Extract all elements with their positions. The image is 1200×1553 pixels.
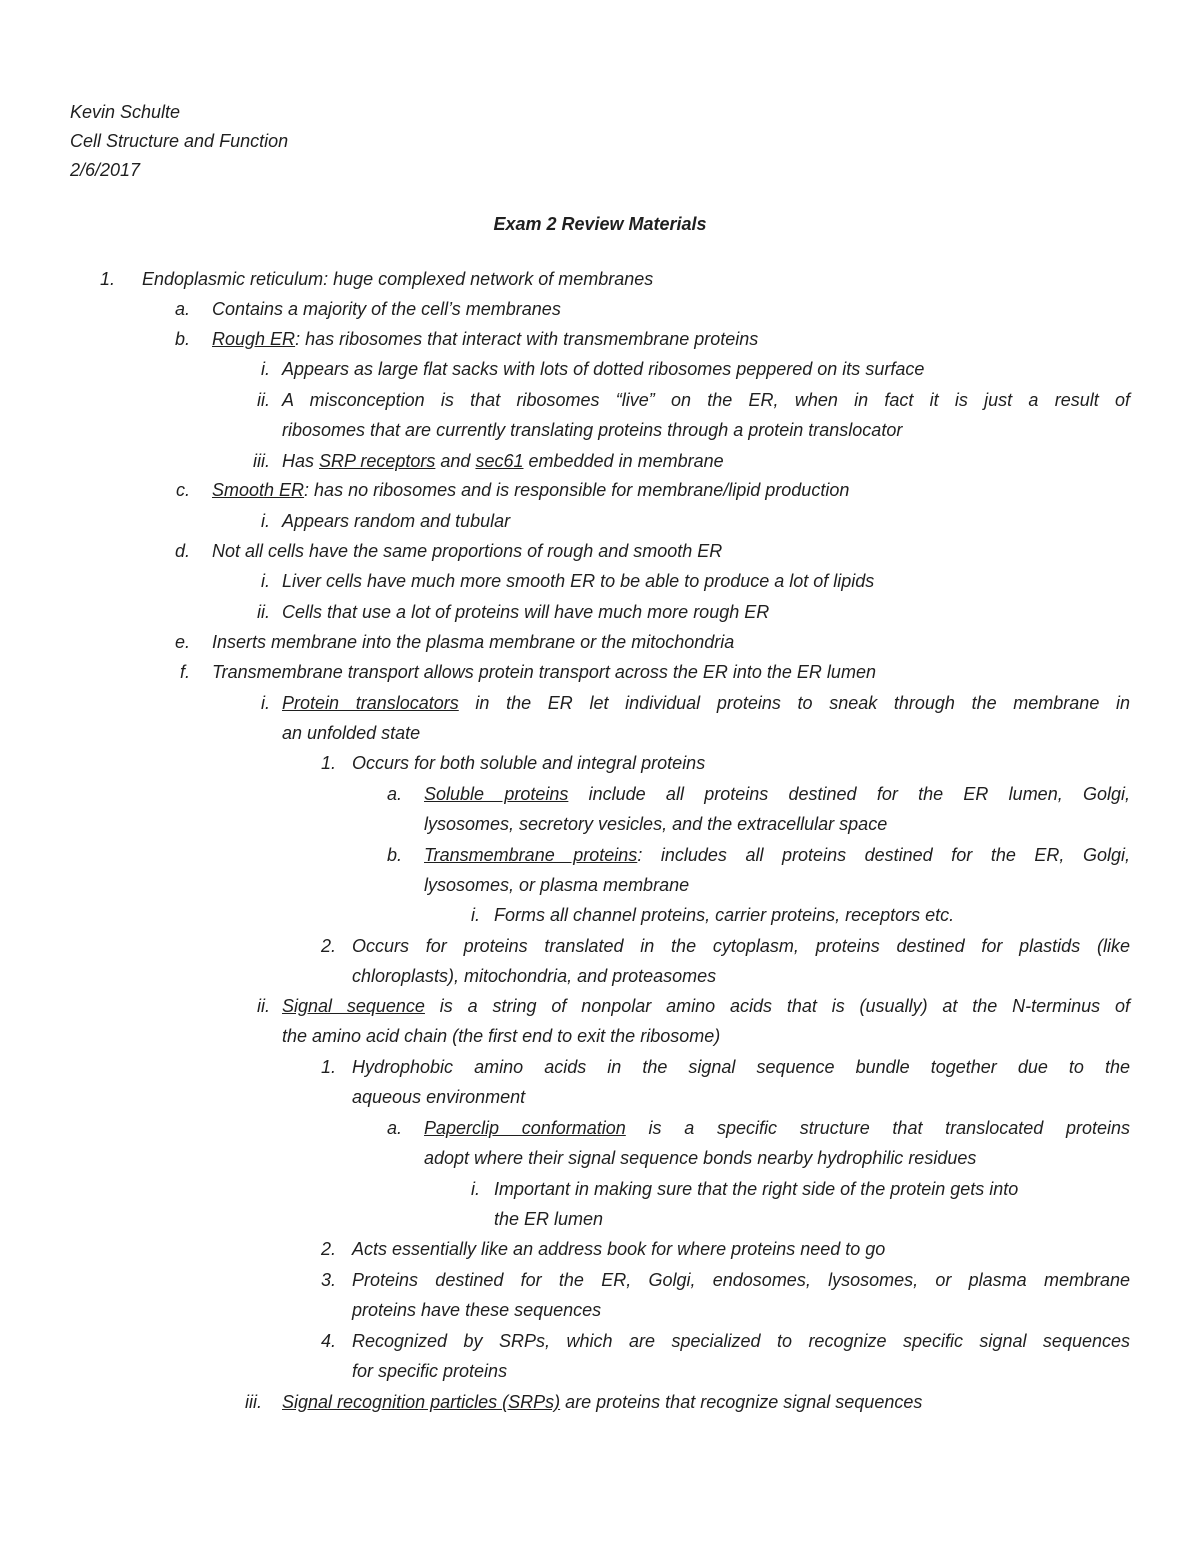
list-item-text-continued: ribosomes that are currently translating proteins through a protein translocator bbox=[282, 420, 903, 440]
list-item-text: Protein translocators in the ER let individual proteins to sneak through the membrane in bbox=[282, 693, 1131, 713]
list-item-text: Transmembrane proteins: includes all proteins destined for the ER, Golgi, bbox=[424, 845, 1130, 865]
list-item-text: Inserts membrane into the plasma membrane or the mitochondria bbox=[212, 632, 735, 652]
list-marker: b. bbox=[386, 845, 402, 865]
list-marker: ii. bbox=[257, 390, 270, 410]
term-transmembrane-proteins: Transmembrane proteins bbox=[424, 845, 638, 865]
list-item-text-continued: the ER lumen bbox=[494, 1209, 604, 1229]
term-sec61: sec61 bbox=[475, 451, 524, 471]
list-item-text: Transmembrane transport allows protein transport across the ER into the ER lumen bbox=[212, 662, 876, 682]
list-item-text: Signal sequence is a string of nonpolar amino acids that is (usually) at the N-terminus of bbox=[282, 996, 1130, 1016]
list-item-text-continued: proteins have these sequences bbox=[352, 1300, 602, 1320]
list-item-text-continued: lysosomes, or plasma membrane bbox=[424, 875, 690, 895]
list-item-text: Smooth ER: has no ribosomes and is responsible for membrane/lipid production bbox=[212, 480, 850, 500]
list-item-text: Hydrophobic amino acids in the signal sequence bundle together due to the bbox=[352, 1057, 1130, 1077]
list-item-text-continued: for specific proteins bbox=[352, 1361, 508, 1381]
list-item-text: Important in making sure that the right side of the protein gets into bbox=[494, 1179, 1019, 1199]
list-marker: e. bbox=[174, 632, 190, 652]
list-marker: c. bbox=[175, 480, 190, 500]
list-marker: 1. bbox=[320, 753, 336, 773]
term-smooth-er: Smooth ER bbox=[212, 480, 305, 500]
list-item-text: Occurs for both soluble and integral proteins bbox=[352, 753, 706, 773]
list-item-text: A misconception is that ribosomes “live” on the ER, when in fact it is just a result of bbox=[282, 390, 1130, 410]
list-item-text: Recognized by SRPs, which are specialized to recognize specific signal sequences bbox=[352, 1331, 1130, 1351]
list-marker: i. bbox=[261, 511, 270, 531]
list-marker: 3. bbox=[320, 1270, 336, 1290]
list-marker: iii. bbox=[245, 1392, 262, 1412]
term-rough-er: Rough ER bbox=[212, 329, 296, 349]
term-protein-translocators: Protein translocators bbox=[282, 693, 459, 713]
list-marker: i. bbox=[471, 1179, 480, 1199]
list-item-text: Paperclip conformation is a specific structure that translocated proteins bbox=[424, 1118, 1130, 1138]
list-marker: a. bbox=[386, 784, 402, 804]
course-name: Cell Structure and Function bbox=[70, 131, 289, 151]
list-marker: i. bbox=[261, 571, 270, 591]
list-item-text: Endoplasmic reticulum: huge complexed network of membranes bbox=[142, 269, 654, 289]
document-date: 2/6/2017 bbox=[70, 160, 141, 180]
term-paperclip-conformation: Paperclip conformation bbox=[424, 1118, 626, 1138]
list-marker: ii. bbox=[257, 996, 270, 1016]
list-marker: i. bbox=[471, 905, 480, 925]
list-marker: 2. bbox=[320, 936, 336, 956]
list-item-text: Appears as large flat sacks with lots of dotted ribosomes peppered on its surface bbox=[282, 359, 925, 379]
list-marker: iii. bbox=[253, 451, 270, 471]
list-item-text: Acts essentially like an address book for where proteins need to go bbox=[352, 1239, 886, 1259]
term-srp-receptors: SRP receptors bbox=[319, 451, 436, 471]
list-marker: 2. bbox=[320, 1239, 336, 1259]
list-item-text: Rough ER: has ribosomes that interact with transmembrane proteins bbox=[212, 329, 759, 349]
list-item-text: Cells that use a lot of proteins will have much more rough ER bbox=[282, 602, 770, 622]
list-item-text-continued: adopt where their signal sequence bonds nearby hydrophilic residues bbox=[424, 1148, 977, 1168]
list-marker: 4. bbox=[320, 1331, 336, 1351]
list-item-text-continued: the amino acid chain (the first end to exit the ribosome) bbox=[282, 1026, 721, 1046]
list-marker: a. bbox=[174, 299, 190, 319]
list-item-text: Forms all channel proteins, carrier proteins, receptors etc. bbox=[494, 905, 955, 925]
list-item-text: Has SRP receptors and sec61 embedded in membrane bbox=[282, 451, 724, 471]
document-title: Exam 2 Review Materials bbox=[493, 214, 707, 234]
list-marker: b. bbox=[174, 329, 190, 349]
term-signal-sequence: Signal sequence bbox=[282, 996, 425, 1016]
term-signal-recognition-particles: Signal recognition particles (SRPs) bbox=[282, 1392, 561, 1412]
list-item-text: Liver cells have much more smooth ER to be able to produce a lot of lipids bbox=[282, 571, 875, 591]
list-item-text-continued: lysosomes, secretory vesicles, and the extracellular space bbox=[424, 814, 888, 834]
list-item-text: Proteins destined for the ER, Golgi, endosomes, lysosomes, or plasma membrane bbox=[352, 1270, 1130, 1290]
list-marker: f. bbox=[179, 662, 190, 682]
term-soluble-proteins: Soluble proteins bbox=[424, 784, 569, 804]
list-marker: 1. bbox=[320, 1057, 336, 1077]
list-marker: 1. bbox=[100, 269, 116, 289]
list-item-text: Contains a majority of the cell’s membranes bbox=[212, 299, 561, 319]
list-item-text: Not all cells have the same proportions of rough and smooth ER bbox=[212, 541, 723, 561]
list-marker: i. bbox=[261, 693, 270, 713]
author-name: Kevin Schulte bbox=[70, 102, 181, 122]
list-item-text-continued: chloroplasts), mitochondria, and proteasomes bbox=[352, 966, 717, 986]
list-marker: d. bbox=[174, 541, 190, 561]
list-marker: ii. bbox=[257, 602, 270, 622]
list-item-text: Appears random and tubular bbox=[282, 511, 511, 531]
list-marker: a. bbox=[386, 1118, 402, 1138]
list-item-text: Occurs for proteins translated in the cytoplasm, proteins destined for plastids (like bbox=[352, 936, 1130, 956]
list-item-text-continued: aqueous environment bbox=[352, 1087, 526, 1107]
list-marker: i. bbox=[261, 359, 270, 379]
list-item-text: Soluble proteins include all proteins destined for the ER lumen, Golgi, bbox=[424, 784, 1130, 804]
list-item-text: Signal recognition particles (SRPs) are proteins that recognize signal sequences bbox=[282, 1392, 923, 1412]
list-item-text-continued: an unfolded state bbox=[282, 723, 421, 743]
